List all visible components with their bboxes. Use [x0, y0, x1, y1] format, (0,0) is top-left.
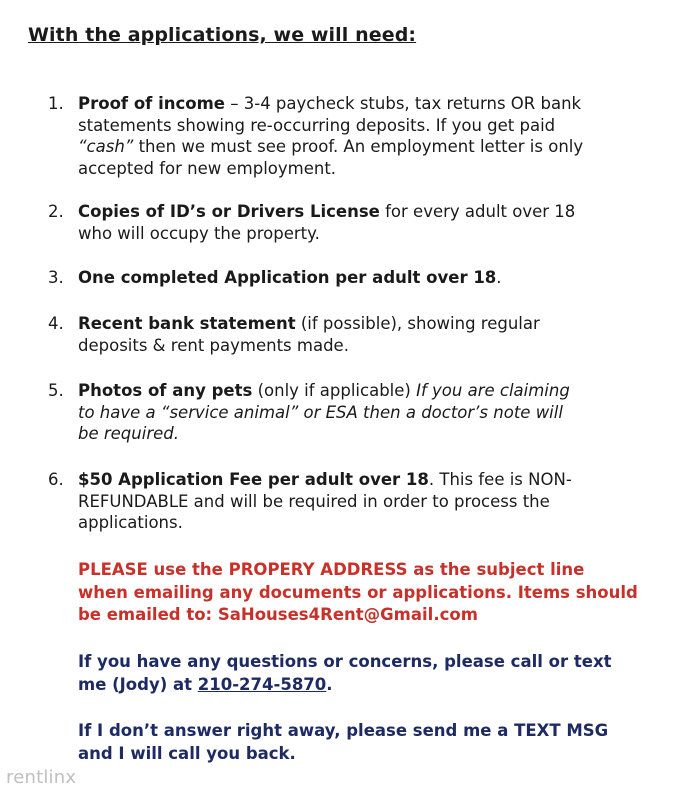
item-number: 3.: [48, 268, 64, 287]
item-text-cont: then we must see proof. An employment letter is only accepted for new employment.: [78, 137, 584, 179]
item-number: 1.: [48, 94, 64, 113]
item-text: .: [496, 268, 502, 287]
list-item: [48, 267, 588, 289]
item-number: 5.: [48, 381, 64, 400]
item-text: (if possible), showing regular deposits & rent payments made.: [78, 314, 540, 355]
email-notice: PLEASE use the PROPERY ADDRESS as the subject line when emailing any documents or applications. Items should be emailed to: SaHouses4Rent@Gmail.com: [78, 560, 638, 624]
item-number: 6.: [48, 470, 64, 489]
contact-text: If you have any questions or concerns, please call or text me (Jody) at: [78, 652, 612, 694]
page-heading: With the applications, we will need:: [28, 24, 417, 46]
contact-note: [78, 651, 638, 696]
item-title: One completed Application per adult over 18: [78, 268, 497, 287]
item-title: Photos of any pets: [78, 381, 253, 400]
list-item: [48, 469, 588, 534]
item-italic: If you are claiming to have a “service animal” or ESA then a doctor’s note will be required.: [78, 381, 570, 444]
item-text: . This fee is NON-REFUNDABLE and will be required in order to process the applications.: [78, 470, 572, 533]
watermark-logo: rentlinx: [6, 767, 77, 788]
item-title: Copies of ID’s or Drivers License: [78, 202, 380, 221]
item-title: Proof of income: [78, 94, 225, 113]
phone-link[interactable]: 210-274-5870: [197, 674, 327, 694]
item-italic: “cash”: [78, 137, 134, 157]
item-text: – 3-4 paycheck stubs, tax returns OR bank statements showing re-occurring deposits. If you get paid: [78, 94, 582, 135]
contact-end: .: [326, 674, 333, 694]
item-number: 4.: [48, 314, 64, 333]
list-item: [48, 201, 588, 244]
item-title: $50 Application Fee per adult over 18: [78, 470, 429, 489]
item-text: for every adult over 18 who will occupy the property.: [78, 202, 576, 243]
item-title: Recent bank statement: [78, 314, 296, 333]
item-text: (only if applicable): [252, 381, 417, 400]
list-item: [48, 313, 588, 356]
list-item: [48, 93, 588, 180]
item-number: 2.: [48, 202, 64, 221]
list-item: [48, 380, 588, 445]
text-note: If I don’t answer right away, please send me a TEXT MSG and I will call you back.: [78, 721, 609, 763]
